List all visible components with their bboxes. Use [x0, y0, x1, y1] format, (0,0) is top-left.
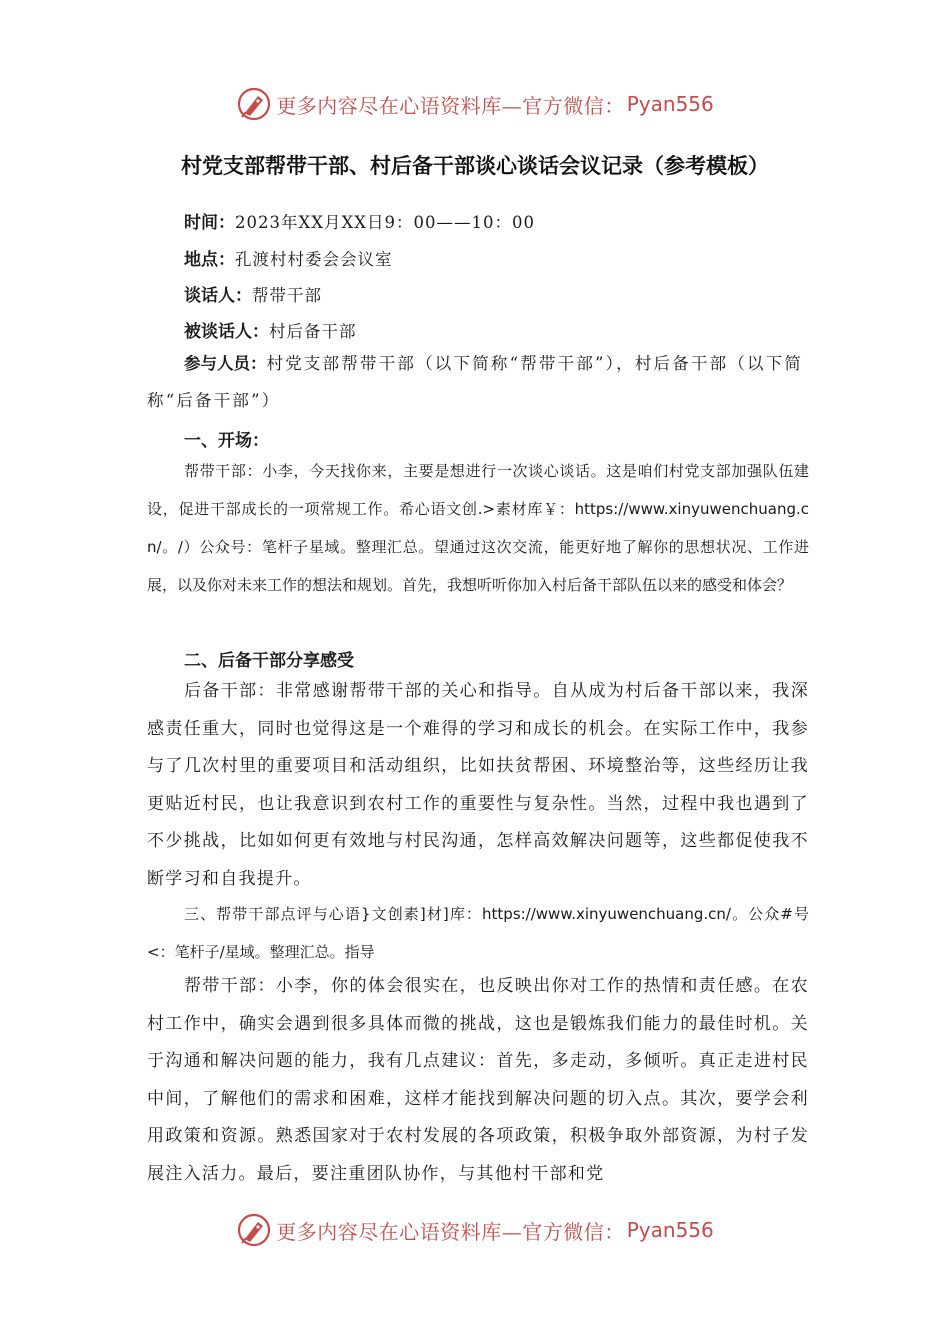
section1-paragraph: 帮带干部：小李，今天找你来，主要是想进行一次谈心谈话。这是咱们村党支部加强队伍建设，促进干部成长的一项常规工作。希心语文创.>素材库￥：https://www.xinyuwenchuang.cn/。/）公众号：笔杆子星域。整理汇总。望通过这次交流，能更好地了解你的思想状况、工作进展，以及你对未来工作的想法和规划。首先，我想听听你加入村后备干部队伍以来的感受和体会？ [147, 462, 809, 594]
time-label: 时间： [184, 213, 235, 233]
listener-label: 被谈话人： [184, 322, 269, 342]
meta-time [184, 208, 535, 233]
meta-place [184, 245, 393, 270]
listener-value: 村后备干部 [269, 322, 357, 341]
watermark-handle: Pyan556 [626, 92, 714, 116]
place-value: 孔渡村村委会会议室 [235, 250, 393, 269]
section2-heading: 二、后备干部分享感受 [184, 651, 354, 671]
document-title: 村党支部帮带干部、村后备干部谈心谈话会议记录（参考模板） [181, 153, 769, 178]
pen-nib-logo-icon [236, 1212, 272, 1248]
time-value: 2023年XX月XX日9：00——10：00 [235, 213, 535, 232]
watermark-handle: Pyan556 [626, 1218, 714, 1242]
meta-speaker [184, 281, 322, 306]
participants-value: 村党支部帮带干部（以下简称“帮带干部”），村后备干部（以下简称“后备干部”） [147, 354, 804, 410]
section2-paragraph: 后备干部：非常感谢帮带干部的关心和指导。自从成为村后备干部以来，我深感责任重大，同时也觉得这是一个难得的学习和成长的机会。在实际工作中，我参与了几次村里的重要项目和活动组织，比如扶贫帮困、环境整治等，这些经历让我更贴近村民，也让我意识到农村工作的重要性与复杂性。当然，过程中我也遇到了不少挑战，比如如何更有效地与村民沟通，怎样高效解决问题等，这些都促使我不断学习和自我提升。 [147, 681, 809, 889]
pen-nib-logo-icon [236, 86, 272, 122]
meta-listener [184, 317, 357, 342]
section3-paragraph: 帮带干部：小李，你的体会很实在，也反映出你对工作的热情和责任感。在农村工作中，确实会遇到很多具体而微的挑战，这也是锻炼我们能力的最佳时机。关于沟通和解决问题的能力，我有几点建议：首先，多走动，多倾听。真正走进村民中间，了解他们的需求和困难，这样才能找到解决问题的切入点。其次，要学会利用政策和资源。熟悉国家对于农村发展的各项政策，积极争取外部资源，为村子发展注入活力。最后，要注重团队协作，与其他村干部和党 [147, 976, 809, 1184]
place-label: 地点： [184, 250, 235, 270]
section3-heading-line: 三、帮带干部点评与心语}文创素]材]库：https://www.xinyuwenchuang.cn/。公众#号<：笔杆子/星域。整理汇总。指导 [147, 905, 809, 961]
watermark-text: 更多内容尽在心语资料库—官方微信： [276, 93, 625, 118]
header-watermark [0, 84, 950, 124]
speaker-label: 谈话人： [184, 286, 252, 306]
speaker-value: 帮带干部 [252, 286, 322, 305]
meta-participants [147, 345, 807, 419]
watermark-text: 更多内容尽在心语资料库—官方微信： [276, 1219, 625, 1244]
section1-heading: 一、开场： [184, 431, 269, 451]
footer-watermark [0, 1210, 950, 1250]
participants-label: 参与人员： [184, 354, 267, 373]
